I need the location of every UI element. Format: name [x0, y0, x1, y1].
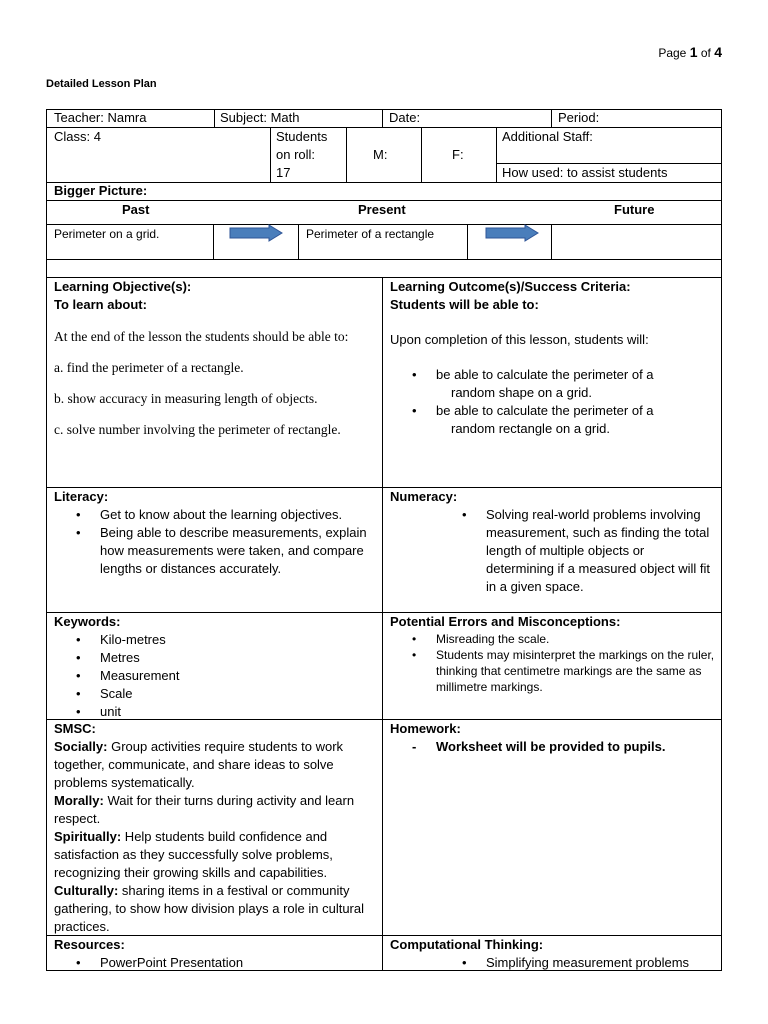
- objective-b: b. show accuracy in measuring length of objects.: [54, 391, 318, 406]
- how-used-field: How used: to assist students: [502, 165, 668, 180]
- future-label: Future: [614, 202, 655, 217]
- bigger-picture-title: Bigger Picture:: [54, 183, 148, 198]
- computational-title: Computational Thinking:: [390, 937, 544, 952]
- spiritually-label: Spiritually:: [54, 829, 122, 844]
- page-number: [658, 44, 722, 60]
- keywords-title: Keywords:: [54, 614, 121, 629]
- page-label: Page: [658, 46, 687, 60]
- additional-staff-field: Additional Staff:: [502, 129, 593, 144]
- literacy-item: • Get to know about the learning objectives.: [100, 506, 370, 524]
- error-item: • Students may misinterpret the markings on the ruler, thinking that centimetre markings are the same as millimetre markings.: [436, 647, 718, 695]
- past-label: Past: [122, 202, 150, 217]
- literacy-title: Literacy:: [54, 489, 109, 504]
- homework-text: Worksheet will be provided to pupils.: [436, 739, 666, 754]
- present-content: Perimeter of a rectangle: [306, 227, 435, 241]
- homework-item: [390, 738, 714, 756]
- female-field: F:: [452, 147, 464, 162]
- resource-item: • PowerPoint Presentation: [100, 954, 374, 972]
- period-field: Period:: [558, 110, 600, 125]
- smsc-spiritually: [54, 828, 372, 882]
- culturally-text: sharing items in a festival or community gathering, to show how division plays a role in cultural practices.: [54, 883, 365, 934]
- students-label-2: on roll:: [276, 147, 316, 162]
- numeracy-item: • Solving real-world problems involving measurement, such as finding the total length of multiple objects or determining if a measured object will fit in a given space.: [486, 506, 711, 596]
- numeracy-title: Numeracy:: [390, 489, 458, 504]
- errors-title: Potential Errors and Misconceptions:: [390, 614, 621, 629]
- smsc-title: SMSC:: [54, 721, 96, 736]
- keywords-section: [48, 613, 380, 721]
- resources-section: [48, 936, 380, 972]
- outcome-item: • be able to calculate the perimeter of a random shape on a grid.: [451, 366, 691, 402]
- literacy-item: • Being able to describe measurements, explain how measurements were taken, and compare lengths or distances accurately.: [100, 524, 370, 578]
- smsc-socially: [54, 738, 372, 792]
- error-item: • Misreading the scale.: [436, 631, 718, 647]
- teacher-field: Teacher: Namra: [54, 110, 147, 125]
- keyword-item: • unit: [100, 703, 374, 721]
- objectives-title: Learning Objective(s):: [54, 279, 192, 294]
- morally-label: Morally:: [54, 793, 104, 808]
- document-title: Detailed Lesson Plan: [46, 78, 157, 90]
- subject-field: Subject: Math: [220, 110, 300, 125]
- keyword-item: • Kilo-metres: [100, 631, 374, 649]
- students-label-1: Students: [276, 129, 328, 144]
- objectives-subtitle: To learn about:: [54, 297, 147, 312]
- literacy-section: [48, 488, 380, 578]
- homework-section: [384, 720, 720, 756]
- smsc-section: [48, 720, 378, 936]
- smsc-culturally: [54, 882, 372, 936]
- computational-item: • Simplifying measurement problems: [486, 954, 714, 972]
- page-current: 1: [689, 44, 698, 60]
- students-count: 17: [276, 165, 291, 180]
- resources-title: Resources:: [54, 937, 125, 952]
- class-field: Class: 4: [54, 129, 101, 144]
- learning-objectives: [48, 278, 380, 438]
- smsc-morally: [54, 792, 372, 828]
- objective-a: a. find the perimeter of a rectangle.: [54, 360, 244, 375]
- male-field: M:: [373, 147, 388, 162]
- errors-section: [384, 613, 720, 695]
- keyword-item: • Measurement: [100, 667, 374, 685]
- culturally-label: Culturally:: [54, 883, 119, 898]
- page-of: of: [700, 46, 711, 60]
- outcomes-intro: Upon completion of this lesson, students will:: [390, 332, 649, 347]
- present-label: Present: [358, 202, 406, 217]
- outcomes-title: Learning Outcome(s)/Success Criteria:: [390, 279, 631, 294]
- learning-outcomes: [384, 278, 720, 438]
- past-content: Perimeter on a grid.: [54, 227, 160, 241]
- students-on-roll: [270, 128, 333, 182]
- keyword-item: • Metres: [100, 649, 374, 667]
- spiritually-text: Help students build confidence and satisfaction as they successfully solve problems, recognizing their growing skills and capabilities.: [54, 829, 333, 880]
- date-field: Date:: [389, 110, 421, 125]
- numeracy-section: [384, 488, 720, 596]
- socially-label: Socially:: [54, 739, 108, 754]
- homework-title: Homework:: [390, 721, 461, 736]
- keyword-item: • Scale: [100, 685, 374, 703]
- arrow-right-icon: [485, 224, 539, 242]
- arrow-right-icon: [229, 224, 283, 242]
- computational-section: [384, 936, 720, 972]
- socially-text: Group activities require students to work together, communicate, and share ideas to solve problems systematically.: [54, 739, 344, 790]
- morally-text: Wait for their turns during activity and learn respect.: [54, 793, 355, 826]
- homework-dash: -: [412, 739, 417, 754]
- objectives-intro: At the end of the lesson the students should be able to:: [54, 329, 349, 344]
- objective-c: c. solve number involving the perimeter of rectangle.: [54, 422, 341, 437]
- page-total: 4: [714, 44, 722, 60]
- outcomes-subtitle: Students will be able to:: [390, 297, 539, 312]
- outcome-item: • be able to calculate the perimeter of a random rectangle on a grid.: [451, 402, 691, 438]
